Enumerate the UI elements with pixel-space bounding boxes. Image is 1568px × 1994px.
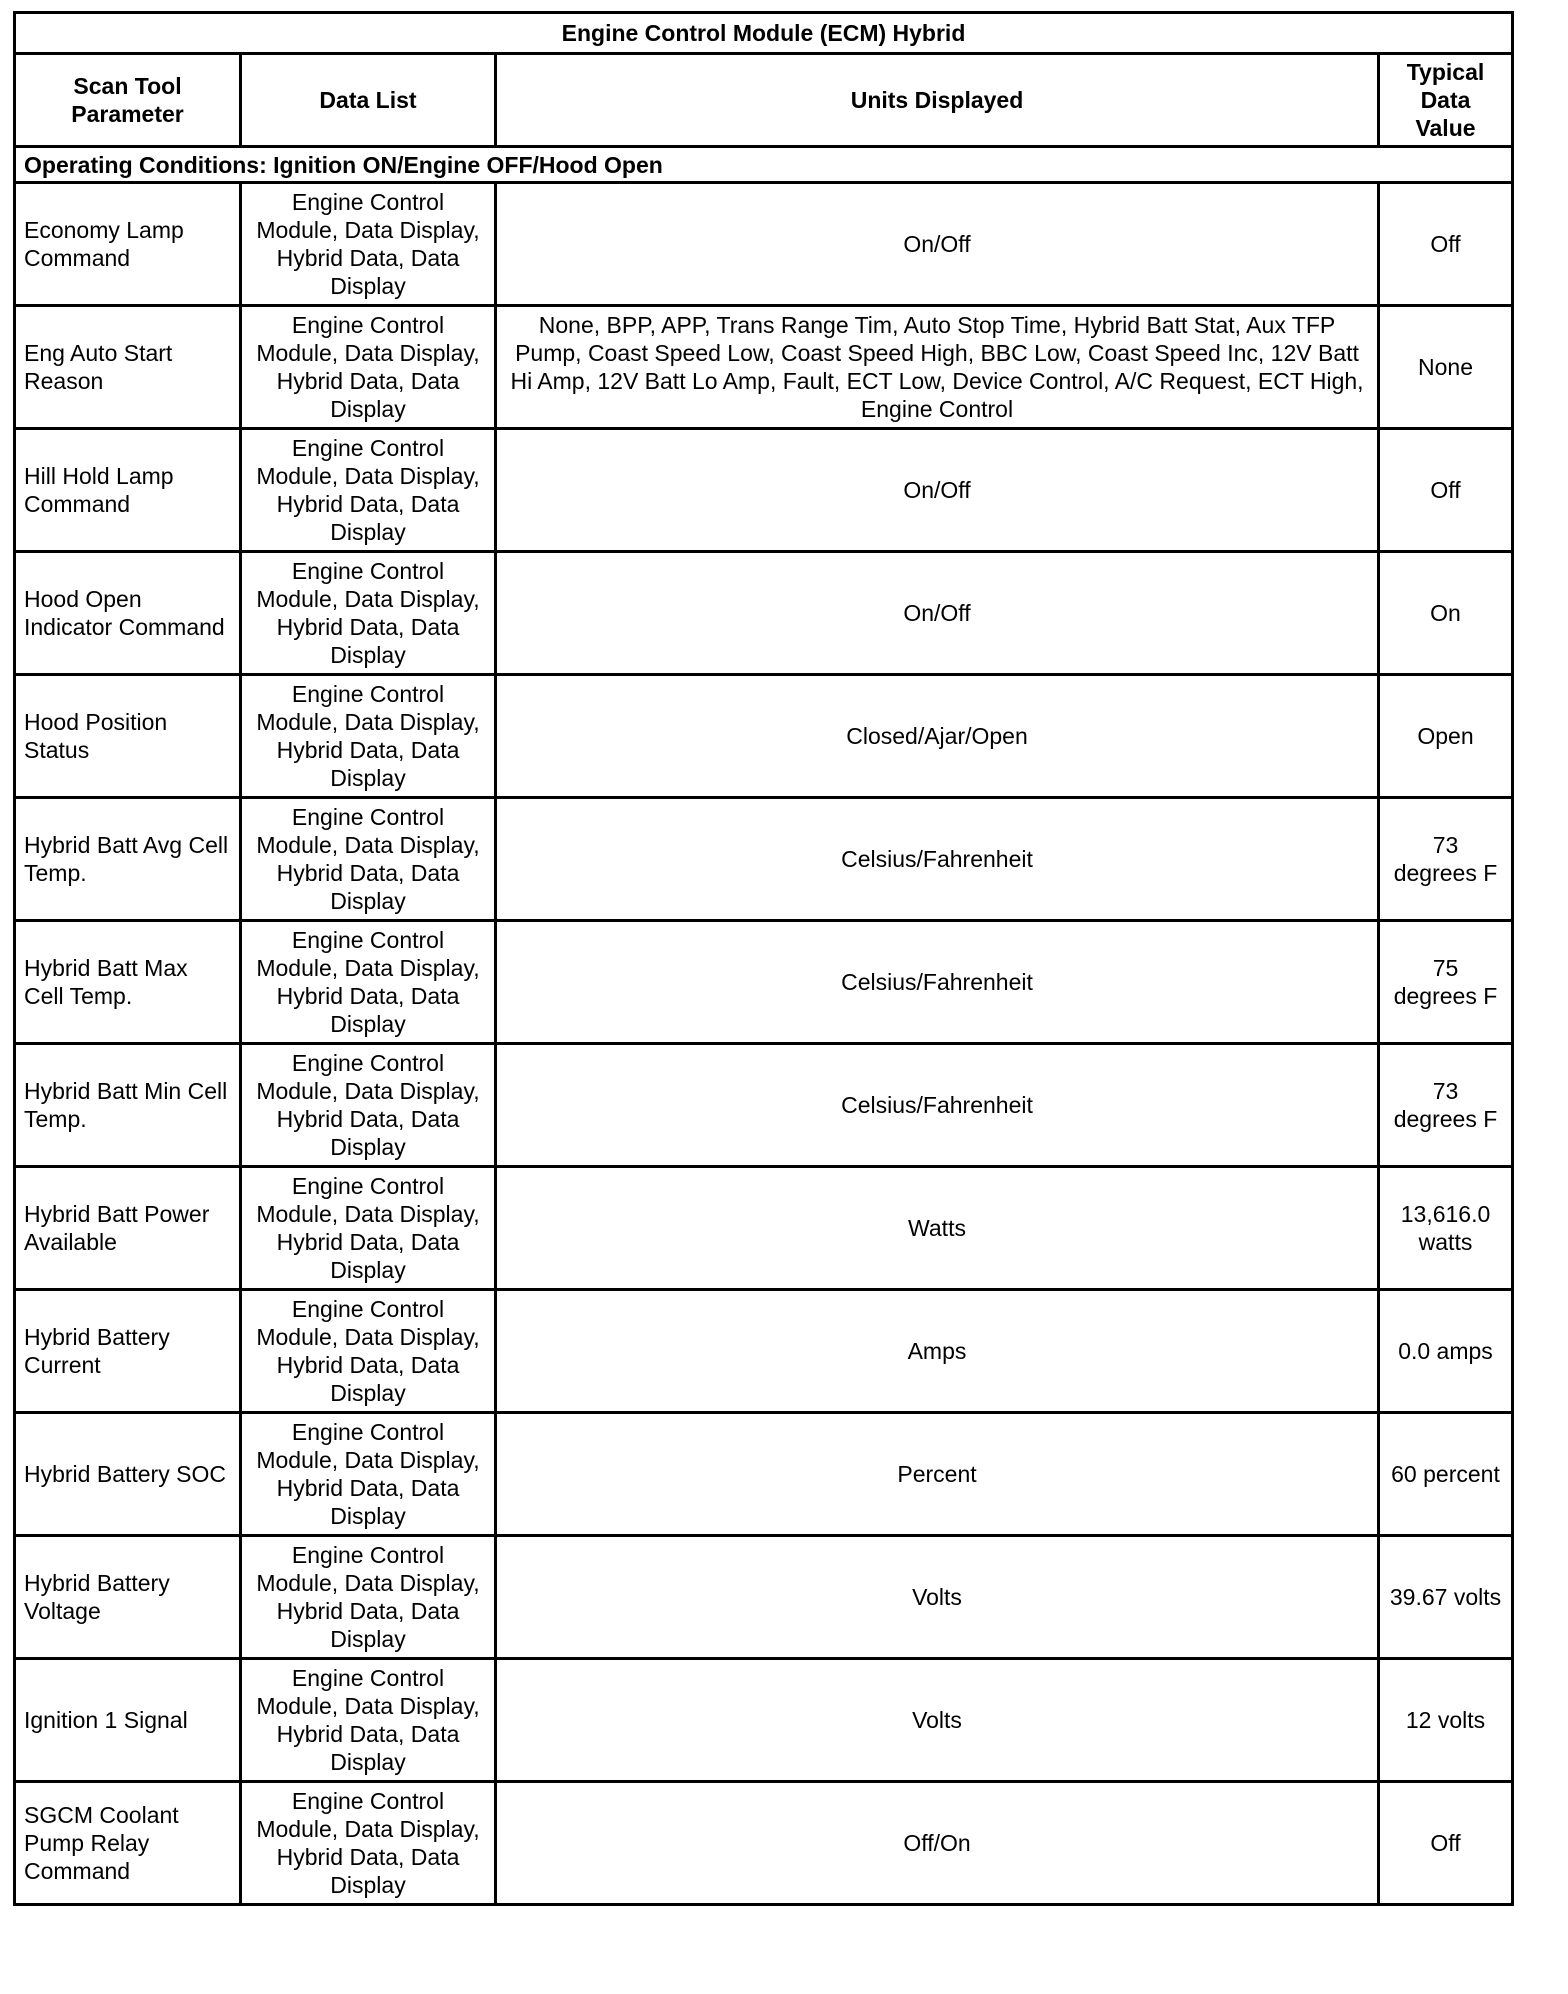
data-list-cell: Engine Control Module, Data Display, Hybrid Data, Data Display: [241, 552, 496, 675]
units-cell: On/Off: [496, 429, 1379, 552]
data-list-cell: Engine Control Module, Data Display, Hybrid Data, Data Display: [241, 1659, 496, 1782]
typical-value-cell: 60 percent: [1379, 1413, 1513, 1536]
typical-value-cell: Open: [1379, 675, 1513, 798]
table-row: [15, 1167, 1513, 1290]
table-row: [15, 1290, 1513, 1413]
typical-value-cell: 73 degrees F: [1379, 1044, 1513, 1167]
param-cell: SGCM Coolant Pump Relay Command: [15, 1782, 241, 1905]
data-list-cell: Engine Control Module, Data Display, Hybrid Data, Data Display: [241, 306, 496, 429]
table-row: [15, 183, 1513, 306]
units-cell: Watts: [496, 1167, 1379, 1290]
units-cell: Celsius/Fahrenheit: [496, 1044, 1379, 1167]
table-row: [15, 1536, 1513, 1659]
table-row: [15, 675, 1513, 798]
data-list-cell: Engine Control Module, Data Display, Hybrid Data, Data Display: [241, 429, 496, 552]
typical-value-cell: 13,616.0 watts: [1379, 1167, 1513, 1290]
header-typical-data-value: Typical Data Value: [1379, 54, 1513, 147]
param-cell: Hybrid Battery SOC: [15, 1413, 241, 1536]
units-cell: Percent: [496, 1413, 1379, 1536]
header-data-list: Data List: [241, 54, 496, 147]
header-scan-tool-parameter: Scan Tool Parameter: [15, 54, 241, 147]
data-list-cell: Engine Control Module, Data Display, Hybrid Data, Data Display: [241, 921, 496, 1044]
title-row: [15, 13, 1513, 54]
typical-value-cell: Off: [1379, 183, 1513, 306]
data-list-cell: Engine Control Module, Data Display, Hybrid Data, Data Display: [241, 1413, 496, 1536]
table-row: [15, 1044, 1513, 1167]
param-cell: Hill Hold Lamp Command: [15, 429, 241, 552]
units-cell: Celsius/Fahrenheit: [496, 921, 1379, 1044]
table-row: [15, 1782, 1513, 1905]
typical-value-cell: On: [1379, 552, 1513, 675]
units-cell: Closed/Ajar/Open: [496, 675, 1379, 798]
data-list-cell: Engine Control Module, Data Display, Hybrid Data, Data Display: [241, 675, 496, 798]
data-list-cell: Engine Control Module, Data Display, Hybrid Data, Data Display: [241, 1044, 496, 1167]
operating-conditions: Operating Conditions: Ignition ON/Engine OFF/Hood Open: [15, 147, 1513, 183]
units-cell: Volts: [496, 1659, 1379, 1782]
table-row: [15, 1413, 1513, 1536]
ecm-data-table: [13, 11, 1514, 1906]
typical-value-cell: None: [1379, 306, 1513, 429]
data-list-cell: Engine Control Module, Data Display, Hybrid Data, Data Display: [241, 183, 496, 306]
table-row: [15, 429, 1513, 552]
param-cell: Hybrid Batt Min Cell Temp.: [15, 1044, 241, 1167]
param-cell: Economy Lamp Command: [15, 183, 241, 306]
param-cell: Eng Auto Start Reason: [15, 306, 241, 429]
param-cell: Ignition 1 Signal: [15, 1659, 241, 1782]
param-cell: Hybrid Batt Power Available: [15, 1167, 241, 1290]
typical-value-cell: 39.67 volts: [1379, 1536, 1513, 1659]
data-list-cell: Engine Control Module, Data Display, Hybrid Data, Data Display: [241, 1290, 496, 1413]
data-list-cell: Engine Control Module, Data Display, Hybrid Data, Data Display: [241, 1782, 496, 1905]
operating-conditions-row: [15, 147, 1513, 183]
param-cell: Hood Position Status: [15, 675, 241, 798]
units-cell: None, BPP, APP, Trans Range Tim, Auto Stop Time, Hybrid Batt Stat, Aux TFP Pump, Coast Speed Low, Coast Speed High, BBC Low, Coast Speed Inc, 12V Batt Hi Amp, 12V Batt Lo Amp, Fault, ECT Low, Device Control, A/C Request, ECT High, Engine Control: [496, 306, 1379, 429]
typical-value-cell: 12 volts: [1379, 1659, 1513, 1782]
header-row: [15, 54, 1513, 147]
param-cell: Hood Open Indicator Command: [15, 552, 241, 675]
typical-value-cell: 73 degrees F: [1379, 798, 1513, 921]
table-row: [15, 1659, 1513, 1782]
units-cell: Off/On: [496, 1782, 1379, 1905]
header-units-displayed: Units Displayed: [496, 54, 1379, 147]
data-list-cell: Engine Control Module, Data Display, Hybrid Data, Data Display: [241, 1536, 496, 1659]
table-row: [15, 798, 1513, 921]
param-cell: Hybrid Batt Avg Cell Temp.: [15, 798, 241, 921]
units-cell: On/Off: [496, 552, 1379, 675]
typical-value-cell: Off: [1379, 429, 1513, 552]
table-row: [15, 552, 1513, 675]
param-cell: Hybrid Batt Max Cell Temp.: [15, 921, 241, 1044]
table-row: [15, 921, 1513, 1044]
units-cell: Volts: [496, 1536, 1379, 1659]
data-list-cell: Engine Control Module, Data Display, Hybrid Data, Data Display: [241, 1167, 496, 1290]
typical-value-cell: 0.0 amps: [1379, 1290, 1513, 1413]
param-cell: Hybrid Battery Voltage: [15, 1536, 241, 1659]
units-cell: Amps: [496, 1290, 1379, 1413]
typical-value-cell: 75 degrees F: [1379, 921, 1513, 1044]
units-cell: On/Off: [496, 183, 1379, 306]
table-row: [15, 306, 1513, 429]
param-cell: Hybrid Battery Current: [15, 1290, 241, 1413]
typical-value-cell: Off: [1379, 1782, 1513, 1905]
units-cell: Celsius/Fahrenheit: [496, 798, 1379, 921]
data-list-cell: Engine Control Module, Data Display, Hybrid Data, Data Display: [241, 798, 496, 921]
table-title: Engine Control Module (ECM) Hybrid: [15, 13, 1513, 54]
